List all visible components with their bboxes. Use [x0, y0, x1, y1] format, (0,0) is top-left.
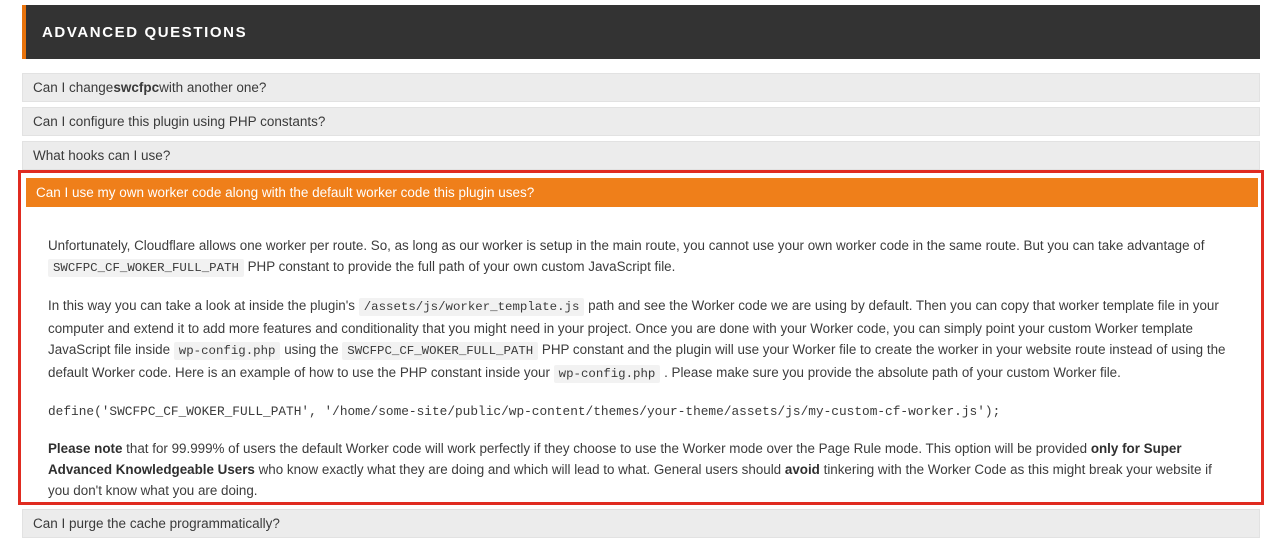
accordion-item-change-swcfpc[interactable] [22, 73, 1260, 102]
paragraph-one [48, 235, 1236, 279]
paragraph-two-text-3: using the [284, 342, 339, 357]
accordion-item-php-constants[interactable] [22, 107, 1260, 136]
paragraph-two-text-2: path and see the Worker code we are using by default. Then you can copy that worker template file in your computer and extend it to add more features and conditionality that you might need in your project. Once you are done with your Worker code, you can simply point your custom Worker template JavaScript file inside [48, 298, 1219, 357]
accordion-item-label-suffix: with another one? [159, 80, 267, 95]
accordion-item-label-prefix: Can I change [33, 80, 114, 95]
section-header [22, 5, 1260, 59]
accordion-list [22, 73, 1260, 175]
header-accent-bar [22, 5, 26, 59]
inline-code-constant: SWCFPC_CF_WOKER_FULL_PATH [48, 259, 244, 277]
accordion-item-label: Can I purge the cache programmatically? [33, 516, 280, 531]
page-title: ADVANCED QUESTIONS [42, 23, 248, 41]
inline-code-constant-2: SWCFPC_CF_WOKER_FULL_PATH [342, 342, 538, 360]
inline-code-wp-config-2: wp-config.php [554, 365, 661, 383]
accordion-item-worker-code-open [18, 170, 1264, 505]
paragraph-two-text-1: In this way you can take a look at inside the plugin's [48, 298, 356, 313]
inline-code-worker-template-path: /assets/js/worker_template.js [359, 298, 585, 316]
paragraph-two [48, 295, 1236, 385]
accordion-item-purge-cache[interactable] [22, 509, 1260, 538]
code-block-define-constant: define('SWCFPC_CF_WOKER_FULL_PATH', '/home/some-site/public/wp-content/themes/your-theme/assets/js/my-custom-cf-worker.js'); [48, 404, 1001, 419]
paragraph-three-text-3: tinkering with the Worker Code as this might break your website if you don't know what you are doing. [48, 462, 1212, 498]
accordion-open-title: Can I use my own worker code along with the default worker code this plugin uses? [36, 185, 535, 200]
accordion-open-header[interactable] [26, 178, 1258, 207]
paragraph-three-text-1: that for 99.999% of users the default Worker code will work perfectly if they choose to use the Worker mode over the Page Rule mode. This option will be provided [126, 441, 1088, 456]
paragraph-three-text-2: who know exactly what they are doing and which will lead to what. General users should [258, 462, 782, 477]
accordion-item-label: Can I configure this plugin using PHP constants? [33, 114, 326, 129]
paragraph-two-text-4: PHP constant and the plugin will use your Worker file to create the worker in your website route instead of using the default Worker code. Here is an example of how to use the PHP constant inside your [48, 342, 1226, 380]
paragraph-three [48, 438, 1236, 501]
accordion-item-hooks[interactable] [22, 141, 1260, 170]
paragraph-two-text-5: . Please make sure you provide the absolute path of your custom Worker file. [664, 365, 1121, 380]
inline-code-wp-config-1: wp-config.php [174, 342, 281, 360]
accordion-item-label: What hooks can I use? [33, 148, 171, 163]
accordion-item-label-strong: swcfpc [113, 80, 160, 95]
paragraph-one-text-2: PHP constant to provide the full path of your own custom JavaScript file. [247, 259, 676, 274]
accordion-open-body [26, 213, 1258, 527]
paragraph-one-text-1: Unfortunately, Cloudflare allows one worker per route. So, as long as our worker is setup in the main route, you cannot use your own worker code in the same route. But you can take advantage of [48, 238, 1205, 253]
paragraph-three-strong-2: avoid [784, 462, 820, 477]
paragraph-three-strong-1: only for Super Advanced Knowledgeable Users [48, 441, 1182, 477]
please-note-label: Please note [48, 441, 123, 456]
